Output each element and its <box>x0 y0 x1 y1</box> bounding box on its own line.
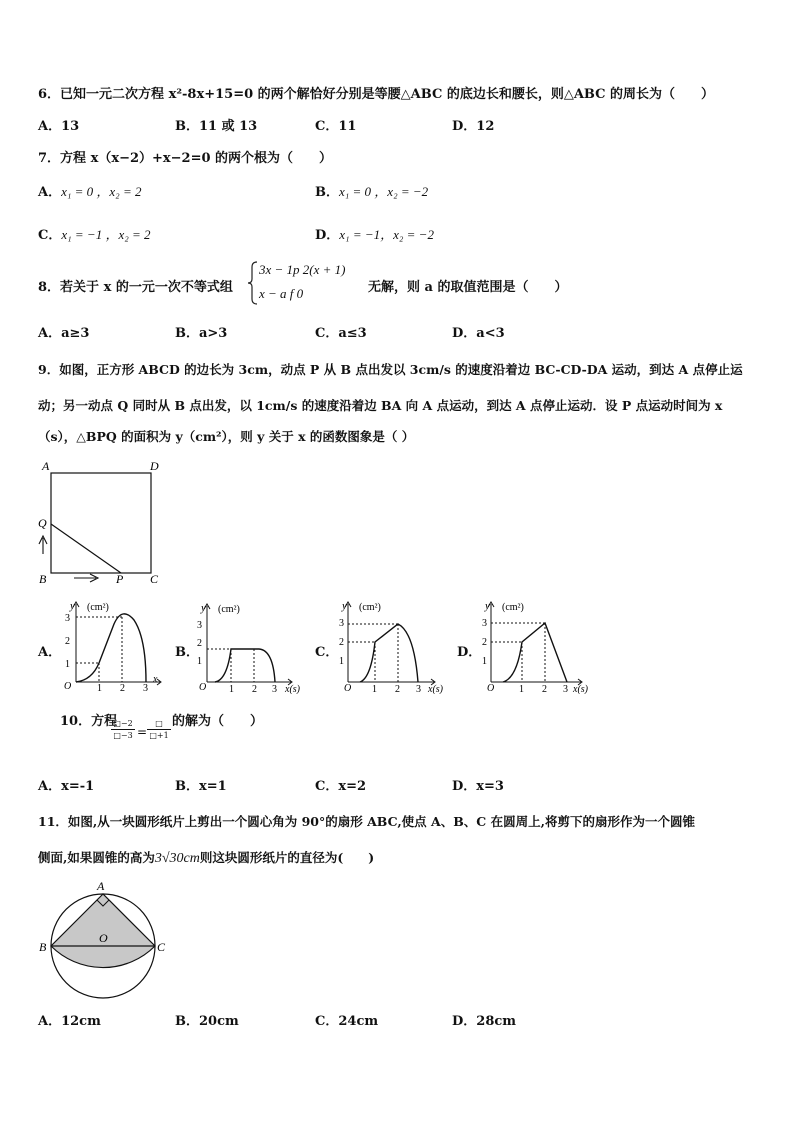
q9-graph-a <box>62 598 166 692</box>
svg-text:O: O <box>199 682 207 693</box>
q6-option-a[interactable]: A．13 <box>38 119 80 134</box>
q7-option-c[interactable] <box>38 224 151 243</box>
svg-text:3: 3 <box>416 684 421 694</box>
q11-line2-post: 则这块圆形纸片的直径为( ) <box>199 850 375 865</box>
label-c: C <box>150 572 159 586</box>
label-o: O <box>99 931 108 945</box>
q8-option-a[interactable]: A．a≥3 <box>38 326 90 341</box>
q10-frac2-den: □+1 <box>149 731 169 740</box>
q7-option-d-math: x₁ = −1，x₂ = −2 <box>339 227 434 242</box>
svg-text:(cm²): (cm²) <box>218 604 240 615</box>
q6-option-b[interactable]: B．11 或 13 <box>175 119 258 134</box>
svg-text:2: 2 <box>65 636 70 647</box>
svg-text:x(s): x(s) <box>285 684 300 694</box>
svg-text:3: 3 <box>272 684 277 694</box>
q11-option-c[interactable]: C．24cm <box>315 1014 379 1029</box>
q7-option-c-label: C． <box>38 228 62 243</box>
svg-text:1: 1 <box>482 656 487 667</box>
label-c: C <box>157 940 166 954</box>
svg-text:3: 3 <box>143 683 148 692</box>
q8-stem-post: 无解，则 a 的取值范围是（ ） <box>368 280 568 295</box>
q7-option-a-label: A． <box>38 185 62 200</box>
svg-text:2: 2 <box>395 684 400 694</box>
svg-text:y: y <box>342 600 347 612</box>
svg-text:1: 1 <box>229 684 234 694</box>
q8-system-brace <box>247 261 259 305</box>
q9-option-a[interactable]: A． <box>38 645 62 660</box>
q8-option-d[interactable]: D．a<3 <box>452 326 505 341</box>
q7-option-b-label: B． <box>315 185 339 200</box>
q9-option-d[interactable]: D． <box>457 645 482 660</box>
svg-text:(cm²): (cm²) <box>502 602 524 613</box>
q10-frac1-num: □−2 <box>113 719 133 728</box>
q10-label: 10．方程 <box>60 714 118 729</box>
q11-height-math: 3√30cm <box>154 851 200 866</box>
q10-option-c[interactable]: C．x=2 <box>315 779 367 794</box>
q6-option-d[interactable]: D．12 <box>452 119 495 134</box>
svg-text:x(s): x(s) <box>428 684 443 694</box>
q11-line1: 11．如图,从一块圆形纸片上剪出一个圆心角为 90°的扇形 ABC,使点 A、B、C 在圆周上,将剪下的扇形作为一个圆锥 <box>38 814 695 829</box>
q8-system-line1: 3x − 1p 2(x + 1) <box>259 262 346 277</box>
q10-fraction-1 <box>111 719 135 740</box>
svg-text:y: y <box>70 600 75 612</box>
svg-text:3: 3 <box>65 613 70 624</box>
q11-option-b[interactable]: B．20cm <box>175 1014 239 1029</box>
q11-line2 <box>38 848 374 867</box>
svg-text:2: 2 <box>482 637 487 648</box>
svg-text:x(s): x(s) <box>573 684 588 694</box>
q9-graph-d <box>477 598 599 694</box>
q9-line1: 9．如图，正方形 ABCD 的边长为 3cm，动点 P 从 B 点出发以 3cm/s 的速度沿着边 BC-CD-DA 运动，到达 A 点停止运 <box>38 362 743 377</box>
svg-text:1: 1 <box>97 683 102 692</box>
q7-option-c-math: x₁ = −1 ，x₂ = 2 <box>61 227 151 242</box>
q11-option-d[interactable]: D．28cm <box>452 1014 517 1029</box>
svg-text:1: 1 <box>339 656 344 667</box>
svg-text:3: 3 <box>197 620 202 631</box>
q7-option-b[interactable] <box>315 181 428 200</box>
q10-post: 的解为（ ） <box>172 714 264 729</box>
q7-option-a[interactable] <box>38 181 141 200</box>
segment-qp <box>51 524 121 573</box>
q11-line2-pre: 侧面,如果圆锥的高为 <box>38 850 155 865</box>
label-a: A <box>42 459 50 473</box>
q9-option-c[interactable]: C． <box>315 645 339 660</box>
q10-frac2-num: □ <box>155 719 163 728</box>
svg-text:y: y <box>485 600 490 612</box>
label-b: B <box>39 572 47 586</box>
svg-text:(cm²): (cm²) <box>87 602 109 613</box>
svg-text:2: 2 <box>252 684 257 694</box>
q7-option-d[interactable] <box>315 224 434 243</box>
q6-stem: 6．已知一元二次方程 x²-8x+15=0 的两个解恰好分别是等腰△ABC 的底边长和腰长，则△ABC 的周长为（ ） <box>38 87 715 102</box>
q11-circle-figure <box>36 874 170 1000</box>
svg-text:O: O <box>64 681 72 692</box>
q7-option-a-math: x₁ = 0 ，x₂ = 2 <box>61 184 142 199</box>
q10-option-a[interactable]: A．x=-1 <box>38 779 95 794</box>
q8-system-line2: x − a f 0 <box>259 286 304 301</box>
q7-stem: 7．方程 x（x−2）+x−2=0 的两个根为（ ） <box>38 151 333 166</box>
q9-square-figure <box>36 456 170 588</box>
svg-text:O: O <box>344 683 352 694</box>
q10-equals: = <box>137 725 148 739</box>
label-a: A <box>97 879 105 893</box>
label-b: B <box>39 940 47 954</box>
svg-text:2: 2 <box>339 637 344 648</box>
q8-stem-pre: 8．若关于 x 的一元一次不等式组 <box>38 280 233 295</box>
q10-option-d[interactable]: D．x=3 <box>452 779 504 794</box>
svg-text:y: y <box>201 602 206 614</box>
q8-option-c[interactable]: C．a≤3 <box>315 326 367 341</box>
square-abcd <box>51 473 151 573</box>
q10-frac1-den: □−3 <box>113 731 133 740</box>
svg-text:x: x <box>153 674 158 685</box>
svg-text:3: 3 <box>482 618 487 629</box>
q9-option-b[interactable]: B． <box>175 645 199 660</box>
svg-text:1: 1 <box>197 656 202 667</box>
q9-graph-b <box>193 600 309 694</box>
q6-option-c[interactable]: C．11 <box>315 119 357 134</box>
q9-line2: 动；另一动点 Q 同时从 B 点出发，以 1cm/s 的速度沿着边 BA 向 A 点运动，到达 A 点停止运动．设 P 点运动时间为 x <box>38 398 723 413</box>
svg-text:2: 2 <box>120 683 125 692</box>
svg-text:1: 1 <box>519 684 524 694</box>
q10-fraction-2 <box>147 719 171 740</box>
label-d: D <box>150 459 159 473</box>
svg-text:3: 3 <box>339 618 344 629</box>
label-q: Q <box>38 516 47 530</box>
label-p: P <box>116 572 124 586</box>
svg-text:2: 2 <box>197 638 202 649</box>
q11-option-a[interactable]: A．12cm <box>38 1014 101 1029</box>
q8-option-b[interactable]: B．a>3 <box>175 326 228 341</box>
q10-option-b[interactable]: B．x=1 <box>175 779 227 794</box>
svg-text:1: 1 <box>65 659 70 670</box>
svg-text:2: 2 <box>542 684 547 694</box>
q7-option-d-label: D． <box>315 228 340 243</box>
q7-option-b-math: x₁ = 0 ，x₂ = −2 <box>339 184 429 199</box>
q9-graph-c <box>334 598 452 694</box>
svg-text:1: 1 <box>372 684 377 694</box>
svg-text:3: 3 <box>563 684 568 694</box>
svg-text:O: O <box>487 683 495 694</box>
svg-text:(cm²): (cm²) <box>359 602 381 613</box>
q9-line3: （s），△BPQ 的面积为 y（cm²），则 y 关于 x 的函数图象是（ ） <box>38 429 415 444</box>
